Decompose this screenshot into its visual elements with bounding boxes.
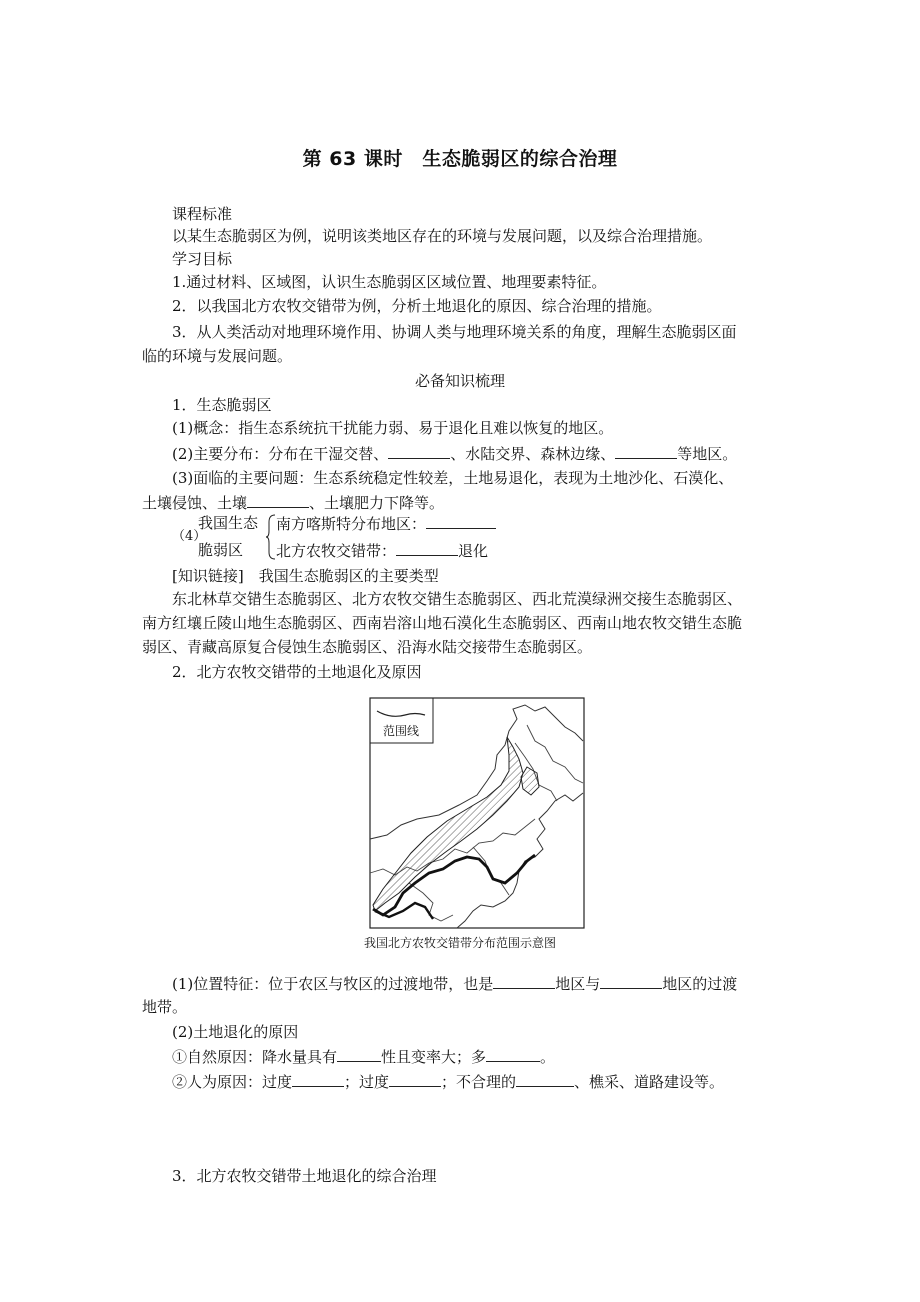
- s1-dist-text-b: 、水陆交界、森林边缘、: [450, 445, 616, 463]
- learning-goals-heading: 学习目标: [172, 250, 233, 268]
- s2-hum-text-a: ②人为原因：过度: [172, 1073, 293, 1091]
- s2-nat-text-c: 。: [540, 1048, 556, 1066]
- blank-field[interactable]: [426, 512, 496, 529]
- s1-problems: (3)面临的主要问题：生态系统稳定性较差，土地易退化，表现为土地沙化、石漠化、: [172, 469, 734, 487]
- s1-concept: (1)概念：指生态系统抗干扰能力弱、易于退化且难以恢复的地区。: [172, 419, 614, 437]
- s2-position-cont: 地带。: [142, 998, 188, 1016]
- course-standard-text: 以某生态脆弱区为例，说明该类地区存在的环境与发展问题，以及综合治理措施。: [172, 227, 713, 245]
- blank-field[interactable]: [247, 491, 309, 508]
- s1-distribution: [172, 442, 737, 465]
- knowledge-link-text-2: 南方红壤丘陵山地生态脆弱区、西南岩溶山地石漠化生态脆弱区、西南山地农牧交错生态脆: [142, 614, 743, 632]
- ecotone-label: 北方农牧交错带：: [276, 542, 397, 560]
- ecotone-map: [369, 697, 585, 929]
- blank-field[interactable]: [337, 1045, 381, 1062]
- brace-right-line2: [276, 539, 488, 562]
- s1-dist-text-c: 等地区。: [677, 445, 738, 463]
- s2-heading: 2．北方农牧交错带的土地退化及原因: [172, 663, 422, 681]
- blank-field[interactable]: [396, 539, 458, 556]
- s2-pos-text-b: 地区与: [555, 975, 601, 993]
- s1-dist-text-a: (2)主要分布：分布在干湿交替、: [172, 445, 389, 463]
- s2-human-causes: [172, 1070, 724, 1093]
- fragile-zone-brace-block: [172, 512, 572, 562]
- brace-left-line2: 脆弱区: [198, 541, 244, 559]
- brace-right-line1: [276, 512, 496, 535]
- s2-cause-heading: (2)土地退化的原因: [172, 1023, 299, 1041]
- blank-field[interactable]: [600, 972, 662, 989]
- knowledge-link-text-3: 弱区、青藏高原复合侵蚀生态脆弱区、沿海水陆交接带生态脆弱区。: [142, 638, 593, 656]
- blank-field[interactable]: [615, 442, 677, 459]
- s2-pos-text-a: (1)位置特征：位于农区与牧区的过渡地带，也是: [172, 975, 494, 993]
- section-title: 必备知识梳理: [414, 372, 505, 390]
- s2-hum-text-d: 、樵采、道路建设等。: [574, 1073, 725, 1091]
- blank-field[interactable]: [493, 972, 555, 989]
- learning-goal-3: 3．从人类活动对地理环境作用、协调人类与地理环境关系的角度，理解生态脆弱区面: [172, 323, 737, 341]
- knowledge-link-title: [知识链接] 我国生态脆弱区的主要类型: [172, 567, 439, 585]
- learning-goal-1: 1.通过材料、区域图，认识生态脆弱区区域位置、地理要素特征。: [172, 273, 607, 291]
- brace-item-number: （4）: [172, 529, 207, 544]
- s1-prob-text-b: 土壤侵蚀、土壤: [142, 494, 248, 512]
- blank-field[interactable]: [486, 1045, 540, 1062]
- ecotone-degradation-label: 退化: [458, 542, 489, 560]
- s3-heading: 3．北方农牧交错带土地退化的综合治理: [172, 1167, 437, 1185]
- blank-field[interactable]: [292, 1070, 344, 1087]
- blank-field[interactable]: [388, 442, 450, 459]
- blank-field[interactable]: [389, 1070, 441, 1087]
- karst-region-label: 南方喀斯特分布地区：: [276, 515, 427, 533]
- s1-heading: 1．生态脆弱区: [172, 396, 272, 414]
- s2-hum-text-b: ；过度: [344, 1073, 390, 1091]
- s1-problems-cont: [142, 491, 444, 514]
- s2-natural-causes: [172, 1045, 555, 1068]
- map-caption: 我国北方农牧交错带分布范围示意图: [363, 936, 556, 950]
- ecotone-map-svg: [369, 697, 585, 929]
- s2-pos-text-c: 地区的过渡: [662, 975, 738, 993]
- s2-position: [172, 972, 737, 995]
- s2-nat-text-b: 性且变率大；多: [381, 1048, 487, 1066]
- brace-left-line1: 我国生态: [198, 514, 259, 532]
- learning-goal-3-cont: 临的环境与发展问题。: [142, 347, 293, 365]
- s2-nat-text-a: ①自然原因：降水量具有: [172, 1048, 338, 1066]
- legend-label: 范围线: [383, 724, 420, 738]
- s2-hum-text-c: ；不合理的: [441, 1073, 517, 1091]
- s1-prob-text-c: 、土壤肥力下降等。: [309, 494, 445, 512]
- learning-goal-2: 2．以我国北方农牧交错带为例，分析土地退化的原因、综合治理的措施。: [172, 297, 662, 315]
- knowledge-link-text-1: 东北林草交错生态脆弱区、北方农牧交错生态脆弱区、西北荒漠绿洲交接生态脆弱区、: [172, 590, 743, 608]
- blank-field[interactable]: [516, 1070, 574, 1087]
- page-title: 第 63 课时 生态脆弱区的综合治理: [302, 148, 618, 170]
- course-standard-heading: 课程标准: [172, 205, 233, 223]
